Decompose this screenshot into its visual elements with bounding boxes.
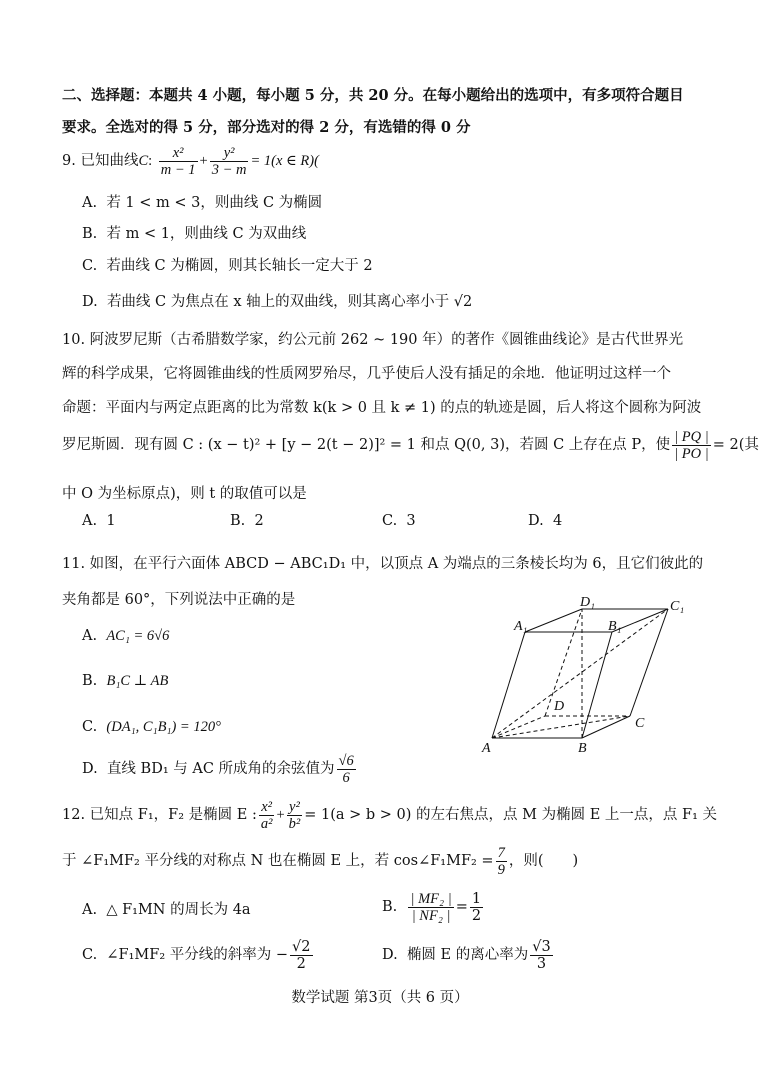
fraction: $\frac{\text{| MF₂ |}}{\text{| NF₂ |}}$ <box>410 890 452 924</box>
edge-cc1 <box>630 609 668 716</box>
question-10-line2: 辉的科学成果，它将圆锥曲线的性质网罗殆尽，几乎使后人没有插足的余地．他证明过这样一个 <box>62 366 671 382</box>
question-10-line5: 中 O 为坐标原点)，则 t 的取值可以是 <box>62 486 307 502</box>
fraction: $\frac{√2}{2}$ <box>292 938 311 972</box>
page-footer: 数学试题 第3页（共 6 页） <box>291 990 469 1006</box>
question-11-line1: 11. 如图，在平行六面体 ABCD − ABC₁D₁ 中，以顶点 A 为端点的三条棱长均为 6，且它们彼此的 <box>62 556 704 572</box>
label-d: D <box>554 699 565 714</box>
q9-option-c: C. 若曲线 C 为椭圆，则其长轴长一定大于 2 <box>82 258 373 274</box>
fraction: $\frac{\text{y²}}{3 - m}$ <box>211 144 247 178</box>
label-d1: D₁ <box>580 595 595 610</box>
q9-option-b: B. 若 m < 1，则曲线 C 为双曲线 <box>82 226 307 242</box>
fraction: $\frac{\text{y²}}{\text{b²}}$ <box>288 798 301 832</box>
label-b1: B₁ <box>608 619 622 634</box>
fraction: $\frac{√6}{6}$ <box>338 752 354 786</box>
stem-suffix: = 1(x ∈ R)( <box>250 153 319 169</box>
diagonal-ac <box>492 716 630 738</box>
question-10-line3: 命题：平面内与两定点距离的比为常数 k(k > 0 且 k ≠ 1) 的点的轨迹是圆，后人将这个圆称为阿波 <box>62 400 702 416</box>
label-c1: C₁ <box>670 599 685 614</box>
question-10-line1: 10. 阿波罗尼斯（古希腊数学家，约公元前 262 ~ 190 年）的著作《圆锥曲线论》是古代世界光 <box>62 332 684 348</box>
fraction: $\frac{√3}{3}$ <box>532 938 551 972</box>
q9-option-d: D. 若曲线 C 为焦点在 x 轴上的双曲线，则其离心率小于 √2 <box>82 294 473 310</box>
q12-option-b: B. $\frac{\text{| MF₂ |}}{\text{| NF₂ |}}$ = $\frac{1}{2}$ <box>382 890 482 924</box>
label-a1: A₁ <box>514 619 528 634</box>
question-12-line1: 12. 已知点 F₁，F₂ 是椭圆 E : $\frac{\text{x²}}{\text{a²}}$ + $\frac{\text{y²}}{\text{b²}}$ = 1(a > b > 0) 的左右焦点，点 M 为椭圆 E 上一点，点 F₁ 关 <box>62 798 717 832</box>
fraction: $\frac{7}{9}$ <box>497 844 505 878</box>
edge-a1d1 <box>525 609 582 632</box>
edge-ad <box>492 716 545 738</box>
label-a: A <box>482 741 491 756</box>
q11-option-b: B. B₁C ⊥ AB <box>82 673 169 689</box>
question-9-stem: 9. 已知曲线C: $\frac{\text{x²}}{m - 1}$ + $\frac{\text{y²}}{3 - m}$ = 1(x ∈ R)( <box>62 144 319 178</box>
q10-option-a: A. 1 <box>82 513 116 529</box>
stem-text: 已知曲线 <box>80 153 139 169</box>
question-11-line2: 夹角都是 60°，下列说法中正确的是 <box>62 592 296 608</box>
q10-option-c: C. 3 <box>382 513 416 529</box>
fraction: $\frac{\text{x²}}{m - 1}$ <box>160 144 196 178</box>
question-number: 9. <box>62 153 76 169</box>
q12-option-d: D. 椭圆 E 的离心率为 $\frac{√3}{3}$ <box>382 938 551 972</box>
fraction: $\frac{\text{x²}}{\text{a²}}$ <box>260 798 273 832</box>
question-10-line4: 罗尼斯圆．现有圆 C : (x − t)² + [y − 2(t − 2)]² = 1 和点 Q(0, 3)，若圆 C 上存在点 P，使 $\frac{| PQ |}{| PO |}$ = 2(其 <box>62 428 759 462</box>
curve-name: C <box>138 153 149 169</box>
edge-bc <box>582 716 630 738</box>
fraction: $\frac{| PQ |}{| PO |}$ <box>674 428 709 462</box>
q10-option-b: B. 2 <box>230 513 264 529</box>
q9-option-a: A. 若 1 < m < 3，则曲线 C 为椭圆 <box>82 195 323 211</box>
q11-option-a: A. AC₁ = 6√6 <box>82 628 170 644</box>
section-header-line2: 要求。全选对的得 5 分，部分选对的得 2 分，有选错的得 0 分 <box>62 119 471 136</box>
edge-bb1 <box>582 632 612 738</box>
edge-aa1 <box>492 632 525 738</box>
q12-option-a: A. △ F₁MN 的周长为 4a <box>82 902 251 918</box>
q11-option-d: D. 直线 BD₁ 与 AC 所成角的余弦值为 $\frac{√6}{6}$ <box>82 752 354 786</box>
label-c: C <box>635 716 645 731</box>
q10-option-d: D. 4 <box>528 513 563 529</box>
question-12-line2: 于 ∠F₁MF₂ 平分线的对称点 N 也在椭圆 E 上，若 cos∠F₁MF₂ = $\frac{7}{9}$ ，则( ) <box>62 844 579 878</box>
q11-option-c: C. (DA₁, C₁B₁) = 120° <box>82 719 221 735</box>
label-b: B <box>578 741 587 756</box>
q12-option-c: C. ∠F₁MF₂ 平分线的斜率为 − $\frac{√2}{2}$ <box>82 938 311 972</box>
fraction: $\frac{1}{2}$ <box>471 890 482 924</box>
section-header-line1: 二、选择题：本题共 4 小题，每小题 5 分，共 20 分。在每小题给出的选项中，有多项符合题目 <box>62 87 684 104</box>
parallelepiped-figure <box>470 592 700 760</box>
